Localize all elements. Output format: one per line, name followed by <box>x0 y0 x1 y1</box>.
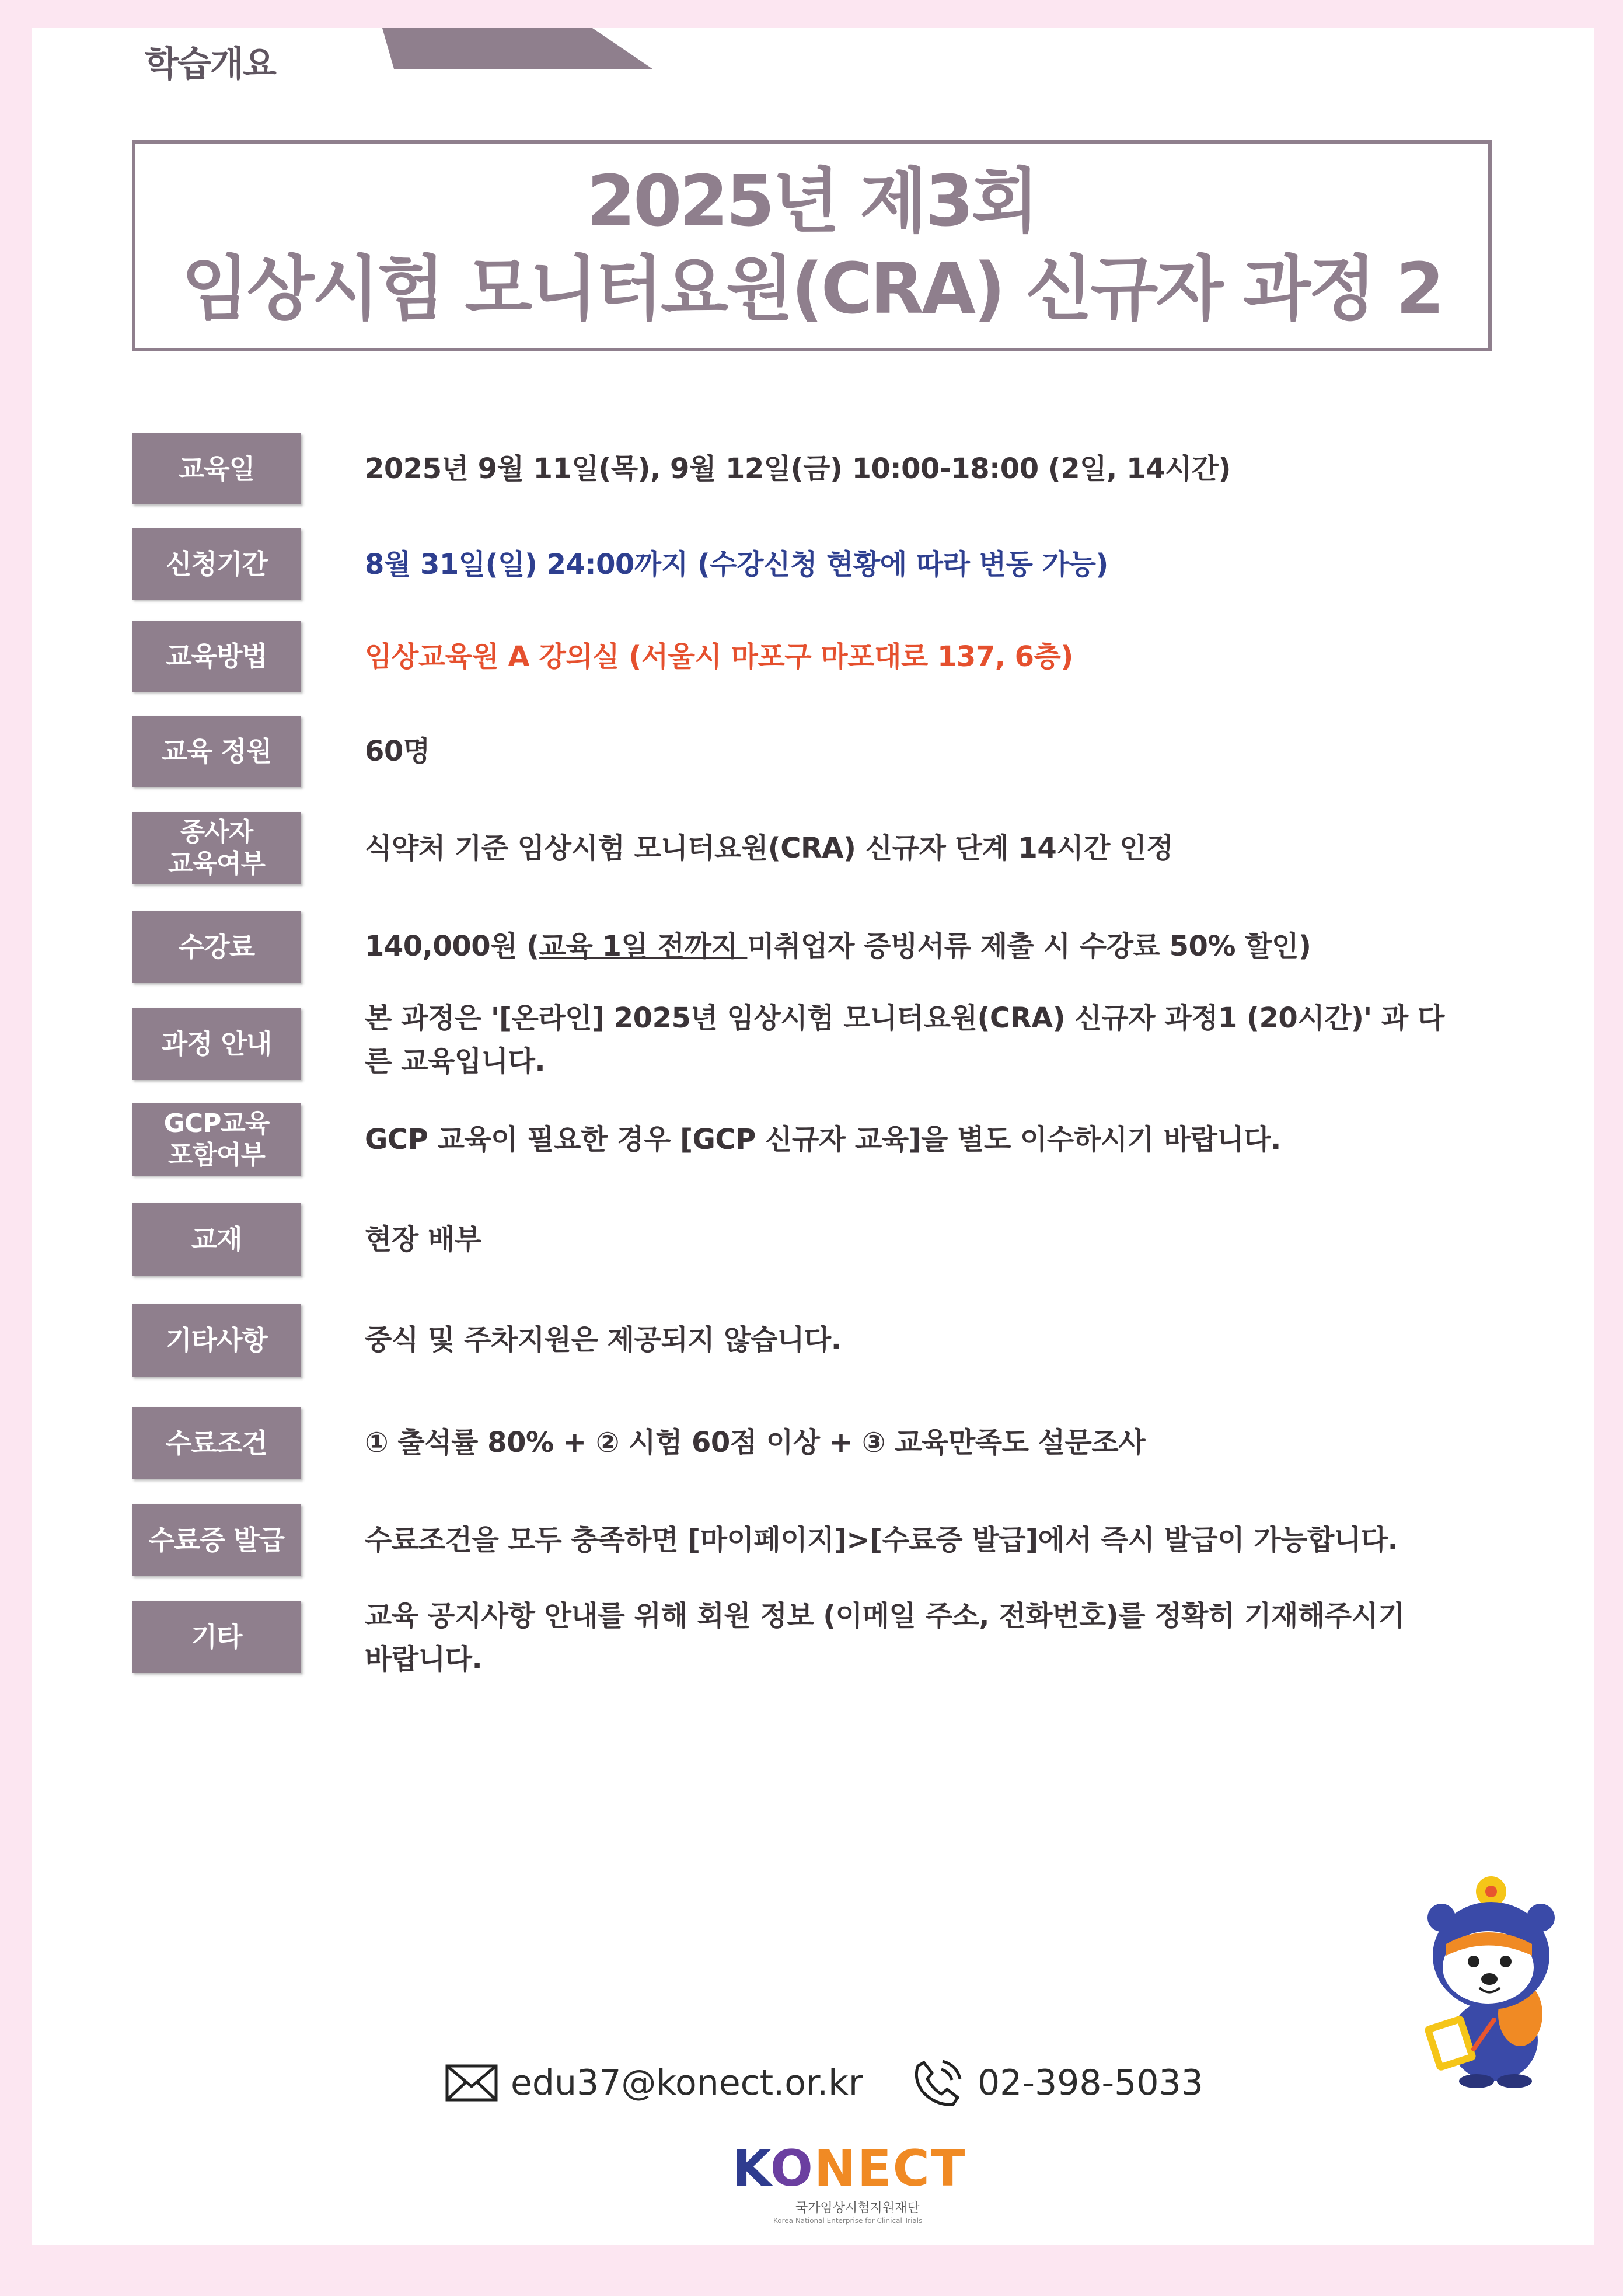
phone-icon <box>912 2058 962 2108</box>
label-education-date: 교육일 <box>132 433 301 504</box>
label-practitioner-education-line2: 교육여부 <box>167 849 265 879</box>
value-gcp-included: GCP 교육이 필요한 경우 [GCP 신규자 교육]을 별도 이수하시기 바랍니다. <box>365 1123 1281 1156</box>
label-gcp-included <box>132 1103 301 1176</box>
logo-korean-name: 국가임상시험지원재단 <box>795 2201 920 2215</box>
value-other-notes: 중식 및 주차지원은 제공되지 않습니다. <box>365 1323 842 1356</box>
label-completion-conditions: 수료조건 <box>132 1407 301 1479</box>
label-other: 기타 <box>132 1601 301 1673</box>
contact-phone-text[interactable]: 02-398-5033 <box>978 2062 1203 2103</box>
value-capacity: 60명 <box>365 735 430 768</box>
label-practitioner-education <box>132 812 301 884</box>
logo-letter-k: K <box>732 2140 770 2198</box>
value-tuition <box>365 925 1503 968</box>
value-tuition-post: 미취업자 증빙서류 제출 시 수강료 50% 할인) <box>747 930 1311 963</box>
section-tab-label: 학습개요 <box>145 44 275 85</box>
value-course-guide <box>365 996 1503 1083</box>
label-course-guide: 과정 안내 <box>132 1008 301 1080</box>
logo-wordmark <box>732 2140 966 2198</box>
value-practitioner-education: 식약처 기준 임상시험 모니터요원(CRA) 신규자 단계 14시간 인정 <box>365 832 1173 865</box>
label-gcp-included-line1: GCP교육 <box>163 1109 270 1138</box>
logo-english-name: Korea National Enterprise for Clinical Trials <box>773 2217 923 2225</box>
value-course-guide-line2: 른 교육입니다. <box>365 1045 546 1078</box>
value-tuition-pre: 140,000원 ( <box>365 930 539 963</box>
mascot-character <box>1418 1874 1564 2090</box>
value-education-date: 2025년 9월 11일(목), 9월 12일(금) 10:00-18:00 (2일, 14시간) <box>365 452 1231 485</box>
value-other-line1: 교육 공지사항 안내를 위해 회원 정보 (이메일 주소, 전화번호)를 정확히 기재해주시기 <box>365 1600 1405 1632</box>
label-other-notes: 기타사항 <box>132 1304 301 1377</box>
value-application-period: 8월 31일(일) 24:00까지 (수강신청 현황에 따라 변동 가능) <box>365 548 1108 581</box>
envelope-icon <box>445 2064 498 2102</box>
konect-logo <box>732 2140 966 2227</box>
value-textbook: 현장 배부 <box>365 1223 481 1256</box>
value-other <box>365 1594 1503 1681</box>
label-certificate-issuance: 수료증 발급 <box>132 1504 301 1576</box>
title-box <box>132 140 1492 351</box>
contact-email <box>445 2060 863 2106</box>
value-other-line2: 바랍니다. <box>365 1643 483 1675</box>
label-capacity: 교육 정원 <box>132 716 301 787</box>
label-textbook: 교재 <box>132 1203 301 1276</box>
contact-phone <box>912 2060 1203 2106</box>
label-application-period: 신청기간 <box>132 528 301 600</box>
title-line-1: 2025년 제3회 <box>587 161 1037 242</box>
value-education-method: 임상교육원 A 강의실 (서울시 마포구 마포대로 137, 6층) <box>365 640 1073 673</box>
contact-email-text[interactable]: edu37@konect.or.kr <box>511 2062 863 2103</box>
logo-letter-o: O <box>770 2140 814 2198</box>
label-tuition: 수강료 <box>132 911 301 983</box>
value-course-guide-line1: 본 과정은 '[온라인] 2025년 임상시험 모니터요원(CRA) 신규자 과정1 (20시간)' 과 다 <box>365 1002 1444 1034</box>
label-practitioner-education-line1: 종사자 <box>180 817 253 847</box>
title-line-2: 임상시험 모니터요원(CRA) 신규자 과정 2 <box>181 249 1443 330</box>
label-education-method: 교육방법 <box>132 621 301 692</box>
logo-letters-rest: NECT <box>814 2140 966 2198</box>
value-certificate-issuance: 수료조건을 모두 충족하면 [마이페이지]>[수료증 발급]에서 즉시 발급이 가능합니다. <box>365 1524 1398 1556</box>
value-completion-conditions: ① 출석률 80% + ② 시험 60점 이상 + ③ 교육만족도 설문조사 <box>365 1426 1146 1459</box>
value-tuition-underline: 교육 1일 전까지 <box>539 930 748 963</box>
label-gcp-included-line2: 포함여부 <box>167 1140 265 1170</box>
